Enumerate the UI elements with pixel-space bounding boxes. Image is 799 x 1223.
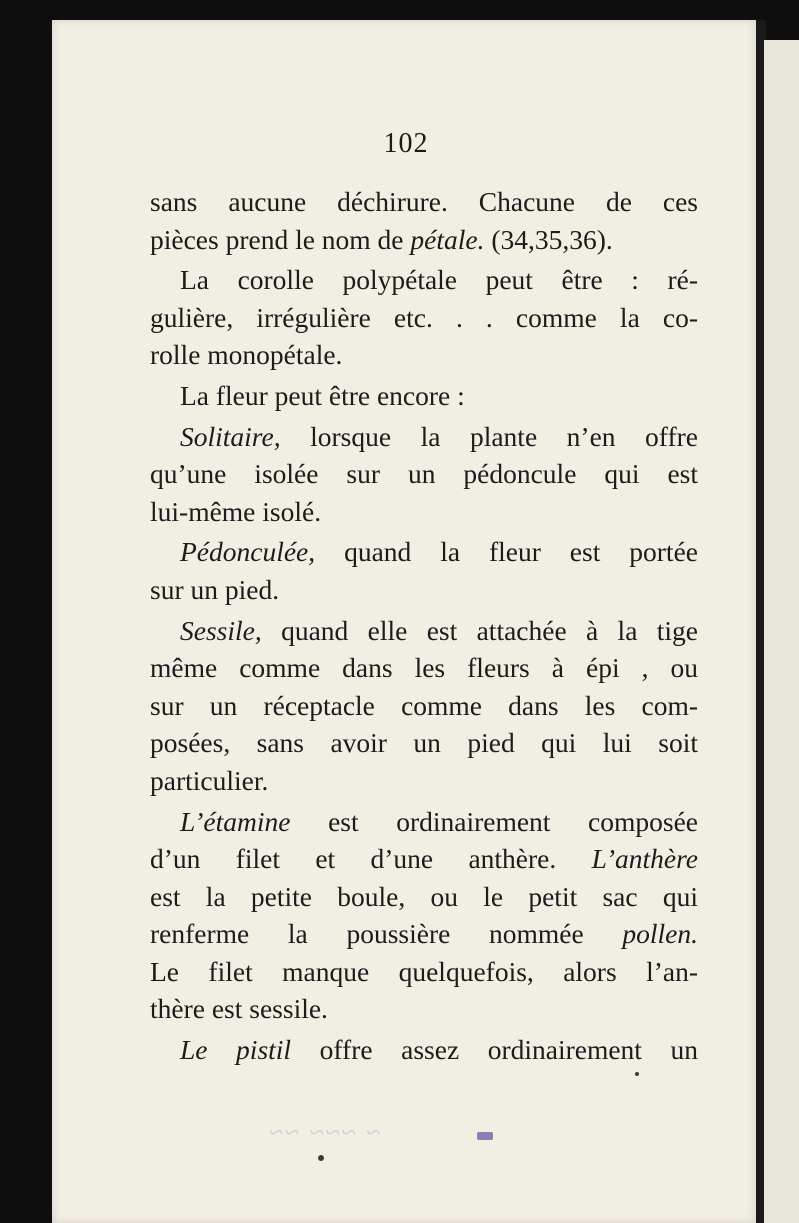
text-line	[150, 649, 698, 687]
paper-speck	[318, 1155, 324, 1161]
text-line	[150, 687, 698, 725]
text-run: Le filet manque quelquefois, alors l’an-	[150, 955, 698, 987]
text-run: quand elle est attachée à la tige	[261, 614, 698, 646]
text-line	[150, 183, 698, 221]
text-line	[150, 612, 698, 650]
text-line	[150, 533, 698, 571]
text-run: posées, sans avoir un pied qui lui soit	[150, 727, 698, 759]
text-line	[150, 724, 698, 762]
body-text	[150, 183, 698, 1069]
text-line	[150, 762, 698, 800]
italic-term: pétale.	[410, 223, 485, 255]
text-line	[150, 953, 698, 991]
paper-page	[52, 20, 760, 1223]
text-line	[150, 803, 698, 841]
page-number: 102	[383, 128, 429, 159]
text-line	[150, 990, 698, 1028]
text-run: gulière, irrégulière etc. . . comme la co-	[150, 301, 698, 333]
text-run: particulier.	[150, 764, 269, 796]
text-run: d’un filet et d’une anthère.	[150, 843, 592, 875]
text-run: même comme dans les fleurs à épi , ou	[150, 652, 698, 684]
text-run: lorsque la plante n’en offre	[280, 420, 698, 452]
text-run: renferme la poussière nommée	[150, 918, 623, 950]
text-run: (34,35,36).	[484, 223, 613, 255]
text-line	[150, 221, 698, 259]
text-run: est ordinairement composée	[290, 805, 698, 837]
text-line	[150, 377, 698, 415]
text-line	[150, 455, 698, 493]
text-line	[150, 336, 698, 374]
stamp-mark	[477, 1132, 493, 1140]
text-line	[150, 1031, 698, 1069]
text-run: qu’une isolée sur un pédoncule qui est	[150, 458, 698, 490]
text-run: quand la fleur est portée	[315, 536, 698, 568]
text-run: sans aucune déchirure. Chacune de ces	[150, 186, 698, 217]
text-run: sur un pied.	[150, 573, 280, 605]
text-run: rolle monopétale.	[150, 339, 343, 371]
text-line	[150, 261, 698, 299]
italic-term: L’étamine	[180, 805, 291, 837]
text-line	[150, 878, 698, 916]
text-run: La fleur peut être encore :	[180, 379, 465, 411]
text-run: lui-même isolé.	[150, 495, 322, 527]
text-run: sur un réceptacle comme dans les com-	[150, 689, 698, 721]
text-run: pièces prend le nom de	[150, 223, 411, 255]
adjacent-page-edge	[764, 40, 799, 1223]
text-line	[150, 840, 698, 878]
italic-term: Solitaire,	[180, 420, 281, 452]
text-run: offre assez ordinairement un	[291, 1034, 699, 1066]
text-run: thère est sessile.	[150, 993, 328, 1025]
text-run: La corolle polypétale peut être : ré-	[180, 264, 698, 296]
paper-speck	[635, 1072, 639, 1076]
italic-term: pollen.	[622, 918, 698, 950]
text-run: est la petite boule, ou le petit sac qui	[150, 880, 698, 912]
italic-term: Sessile,	[180, 614, 262, 646]
italic-term: Le pistil	[180, 1034, 292, 1066]
italic-term: Pédonculée,	[180, 536, 316, 568]
text-line	[150, 299, 698, 337]
text-line	[150, 418, 698, 456]
text-line	[150, 493, 698, 531]
italic-term: L’anthère	[591, 843, 698, 875]
text-line	[150, 915, 698, 953]
library-stamp-bleedthrough: ~ ~~~ ~~	[267, 1118, 381, 1147]
text-line	[150, 571, 698, 609]
